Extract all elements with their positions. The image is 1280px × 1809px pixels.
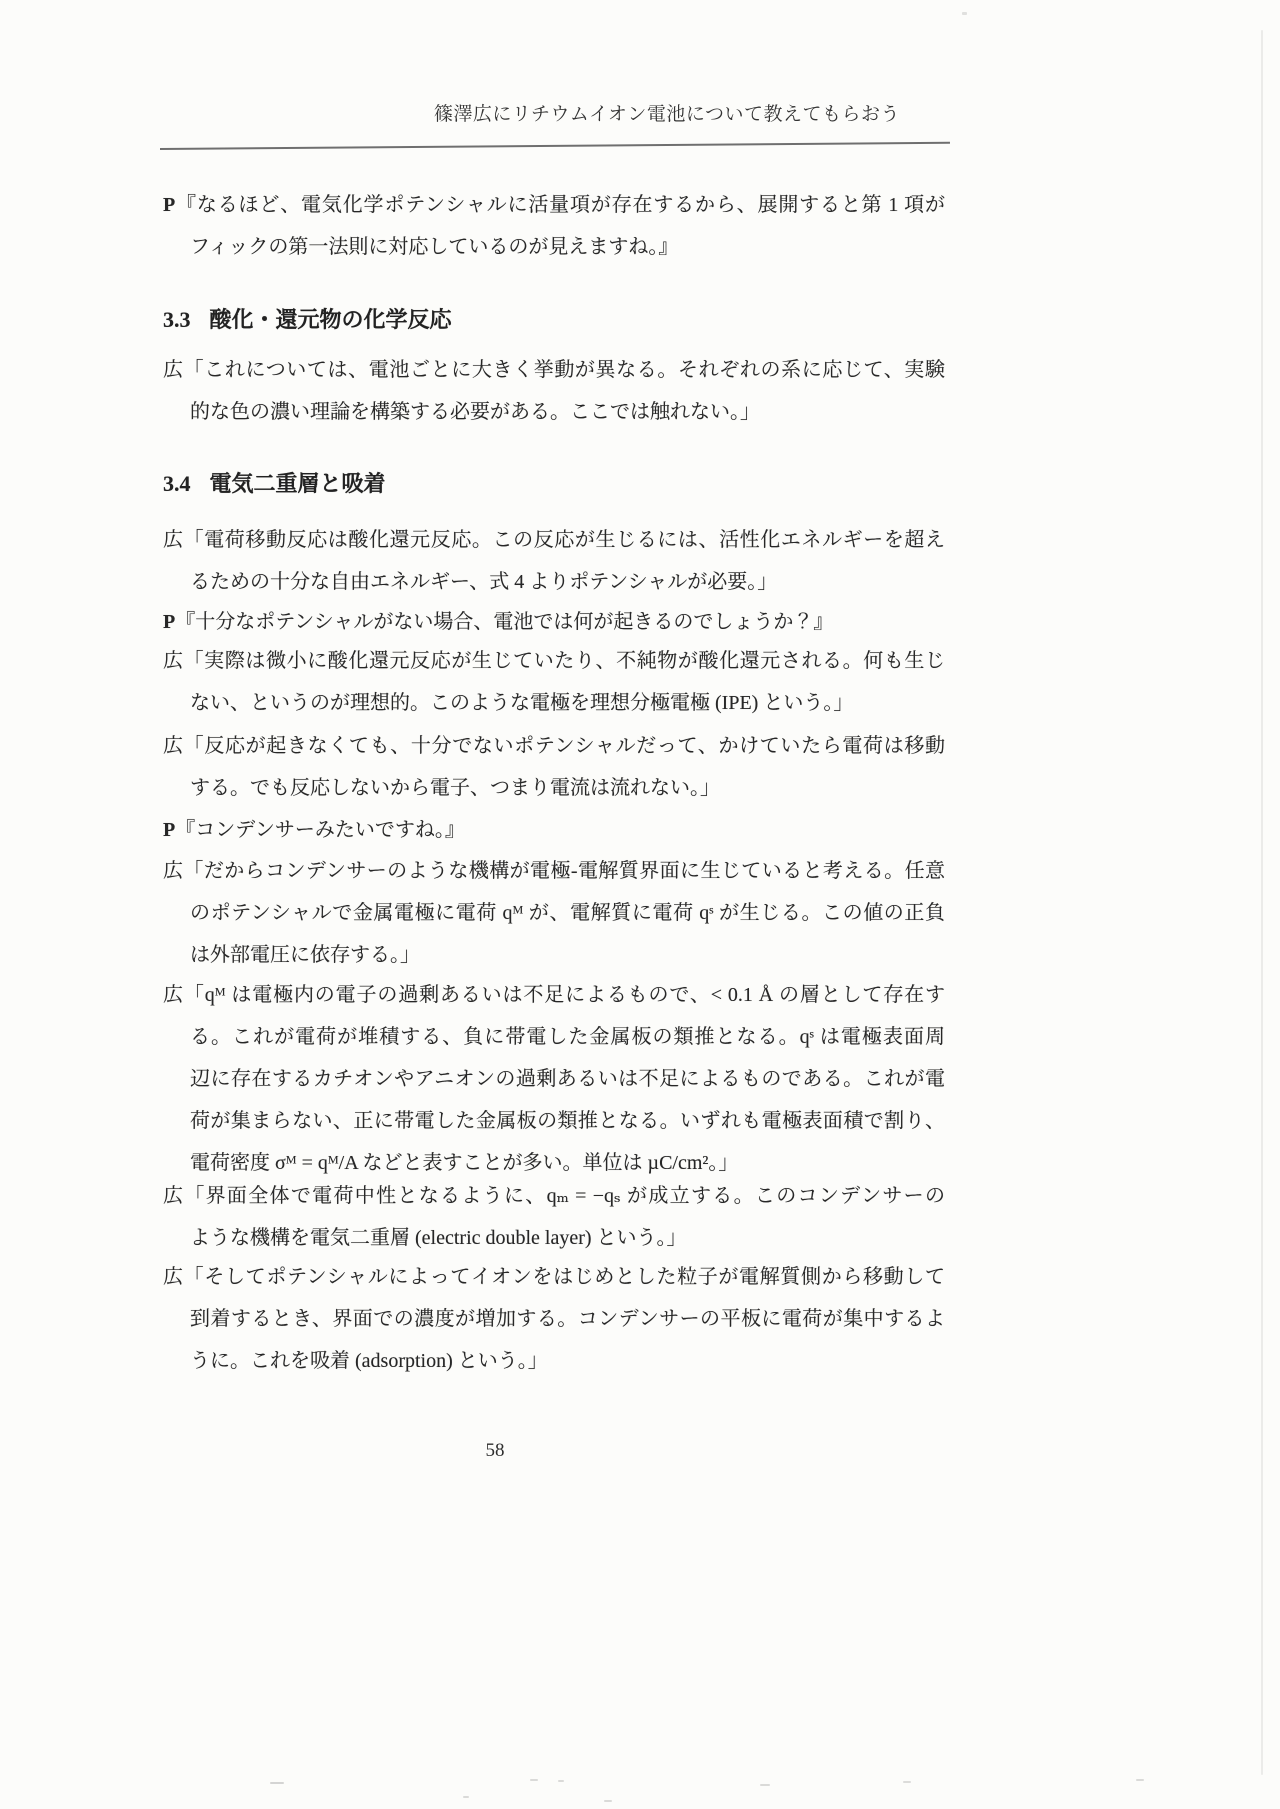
speaker-label: 広 (163, 860, 184, 882)
dialogue-line (163, 974, 945, 1016)
dialogue-line (163, 349, 945, 391)
dialogue-p2 (163, 349, 945, 433)
dialogue-p5 (163, 640, 945, 724)
dialogue-line: ない、というのが理想的。このような電極を理想分極電極 (IPE) という。」 (190, 692, 854, 714)
dialogue-p4 (163, 601, 945, 643)
page-number: 58 (485, 1440, 505, 1461)
dialogue-line (163, 725, 945, 767)
dialogue-line: 電荷密度 σᴹ = qᴹ/A などと表すことが多い。単位は µC/cm²。」 (190, 1152, 739, 1174)
dialogue-line (163, 519, 945, 561)
section-title: 酸化・還元物の化学反応 (209, 307, 452, 332)
dialogue-line: 的な色の濃い理論を構築する必要がある。ここでは触れない。」 (190, 401, 760, 423)
dialogue-text: 「界面全体で電荷中性となるように、qₘ = −qₛ が成立する。このコンデンサーの (184, 1185, 945, 1207)
scan-artifact (903, 1781, 911, 1783)
dialogue-text: 「だからコンデンサーのような機構が電極-電解質界面に生じていると考える。任意 (183, 860, 946, 882)
section-number: 3.3 (163, 307, 191, 332)
dialogue-line: 辺に存在するカチオンやアニオンの過剰あるいは不足によるものである。これが電 (190, 1068, 945, 1090)
dialogue-line: る。これが電荷が堆積する、負に帯電した金属板の類推となる。qˢ は電極表面周 (190, 1026, 945, 1048)
scan-artifact (760, 1784, 770, 1786)
section-heading-3-3 (163, 303, 452, 334)
dialogue-text: 「これについては、電池ごとに大きく挙動が異なる。それぞれの系に応じて、実験 (183, 359, 946, 381)
dialogue-text: 「反応が起きなくても、十分でないポテンシャルだって、かけていたら電荷は移動 (183, 735, 946, 757)
dialogue-line (163, 850, 945, 892)
dialogue-line (163, 1256, 945, 1298)
dialogue-line: るための十分な自由エネルギー、式 4 よりポテンシャルが必要。」 (190, 571, 778, 593)
dialogue-p11 (163, 1256, 945, 1382)
scan-artifact (463, 1796, 469, 1798)
dialogue-line: 荷が集まらない、正に帯電した金属板の類推となる。いずれも電極表面積で割り、 (190, 1110, 945, 1132)
dialogue-text: 『十分なポテンシャルがない場合、電池では何が起きるのでしょうか？』 (175, 611, 834, 633)
dialogue-p1 (163, 184, 945, 268)
scan-edge-line (1261, 30, 1263, 1775)
scan-artifact (1136, 1779, 1144, 1781)
dialogue-p9 (163, 974, 945, 1184)
speaker-label: P (163, 194, 176, 216)
scan-artifact (558, 1780, 564, 1782)
dialogue-p3 (163, 519, 945, 603)
section-title: 電気二重層と吸着 (209, 471, 386, 496)
dialogue-p6 (163, 725, 945, 809)
section-heading-3-4 (163, 467, 386, 498)
dialogue-line (163, 640, 945, 682)
header-rule (160, 142, 950, 150)
dialogue-line (163, 1175, 945, 1217)
dialogue-line: は外部電圧に依存する。」 (190, 944, 420, 966)
speaker-label: P (163, 611, 176, 633)
section-number: 3.4 (163, 471, 191, 496)
running-header: 篠澤広にリチウムイオン電池について教えてもらおう (433, 104, 900, 125)
dialogue-line: ような機構を電気二重層 (electric double layer) という。」 (190, 1227, 687, 1249)
scan-artifact (604, 1800, 612, 1802)
scan-artifact (962, 12, 967, 15)
speaker-label: 広 (163, 735, 184, 757)
dialogue-line: 到着するとき、界面での濃度が増加する。コンデンサーの平板に電荷が集中するよ (190, 1308, 945, 1330)
dialogue-line: うに。これを吸着 (adsorption) という。」 (190, 1350, 548, 1372)
dialogue-line (163, 809, 945, 851)
speaker-label: 広 (163, 529, 184, 551)
dialogue-line (163, 601, 945, 643)
speaker-label: 広 (163, 984, 184, 1006)
speaker-label: 広 (163, 1266, 184, 1288)
scan-artifact (530, 1779, 538, 1781)
scan-artifact (270, 1782, 284, 1784)
dialogue-text: 「qᴹ は電極内の電子の過剰あるいは不足によるもので、< 0.1 Å の層として存在す (183, 984, 945, 1006)
speaker-label: 広 (163, 359, 184, 381)
speaker-label: P (163, 819, 176, 841)
dialogue-p10 (163, 1175, 945, 1259)
dialogue-text: 「電荷移動反応は酸化還元反応。この反応が生じるには、活性化エネルギーを超え (183, 529, 946, 551)
dialogue-p7 (163, 809, 945, 851)
dialogue-line: する。でも反応しないから電子、つまり電流は流れない。」 (190, 777, 720, 799)
speaker-label: 広 (163, 650, 184, 672)
speaker-label: 広 (163, 1185, 185, 1207)
dialogue-text: 「実際は微小に酸化還元反応が生じていたり、不純物が酸化還元される。何も生じ (183, 650, 946, 672)
dialogue-text: 『コンデンサーみたいですね。』 (175, 819, 465, 841)
dialogue-text: 『なるほど、電気化学ポテンシャルに活量項が存在するから、展開すると第 1 項が (175, 194, 945, 216)
dialogue-line: フィックの第一法則に対応しているのが見えますね。』 (190, 236, 679, 258)
dialogue-p8 (163, 850, 945, 976)
dialogue-line: のポテンシャルで金属電極に電荷 qᴹ が、電解質に電荷 qˢ が生じる。この値の正負 (190, 902, 945, 924)
dialogue-line (163, 184, 945, 226)
dialogue-text: 「そしてポテンシャルによってイオンをはじめとした粒子が電解質側から移動して (183, 1266, 946, 1288)
